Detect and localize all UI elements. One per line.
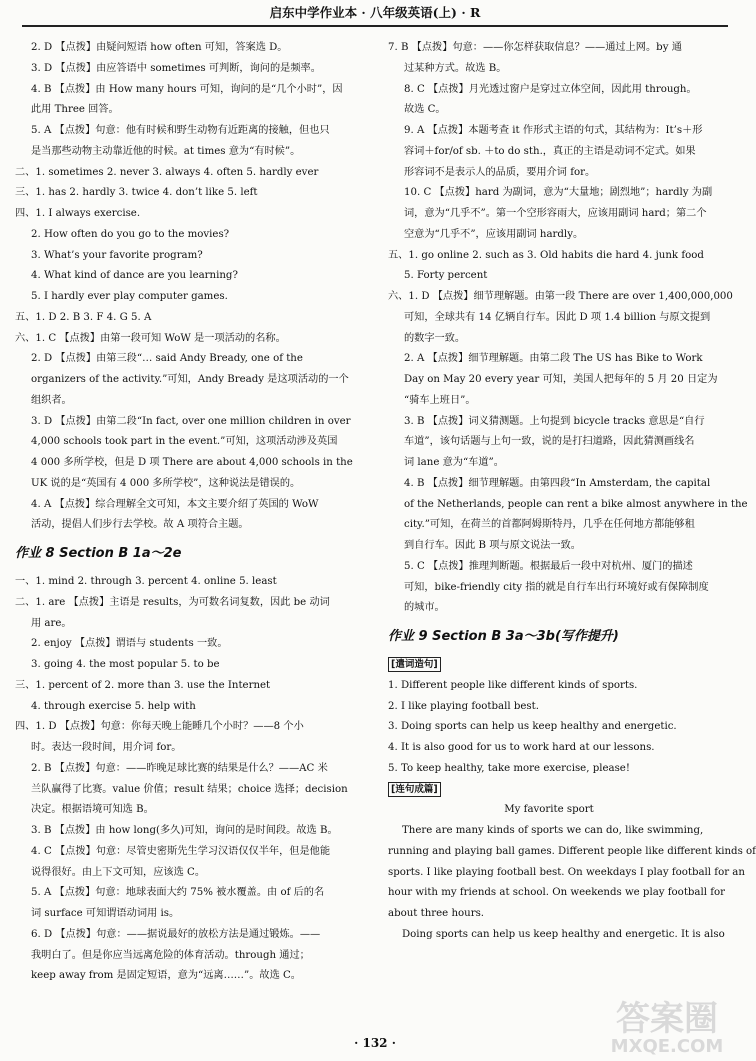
answer-line: 我明白了。但是你应当远离危险的体育活动。through 通过；	[31, 949, 310, 961]
answer-line: 5. I hardly ever play computer games.	[31, 291, 228, 302]
answer-line: 10. C 【点拨】hard 为副词，意为“大量地；剧烈地”；hardly 为副	[404, 187, 713, 199]
answer-line: 车道”，该句话题与上句一致，说的是打扫道路，因此猜测画线名	[404, 436, 695, 448]
answer-line: 5. A 【点拨】句意：地球表面大约 75% 被水覆盖。由 of 后的名	[31, 887, 325, 899]
answer-line: 决定。根据语境可知选 B。	[31, 804, 154, 816]
answer-line: 2. How often do you go to the movies?	[31, 228, 230, 240]
answer-line: organizers of the activity.”可知，Andy Bready 是这项活动的一个	[31, 374, 349, 385]
answer-line: 4. through exercise 5. help with	[31, 700, 196, 712]
answer-line: 4. A 【点拨】综合理解全文可知，本文主要介绍了英国的 WoW	[31, 498, 319, 510]
answer-line: UK 说的是“英国有 4 000 多所学校”，这种说法是错误的。	[31, 477, 301, 489]
answer-line: 六、1. D 【点拨】细节理解题。由第一段 There are over 1,400,000,000	[388, 291, 733, 302]
answer-line: 的数字一致。	[404, 332, 466, 344]
answer-line: sports. I like playing football best. On weekdays I play football for an	[388, 866, 745, 878]
answer-line: 词 surface 可知谓语动词用 is。	[31, 908, 180, 919]
answer-line: 五、1. D 2. B 3. F 4. G 5. A	[15, 311, 152, 323]
right-column	[388, 38, 756, 946]
answer-line: 可知，全球共有 14 亿辆自行车。因此 D 项 1.4 billion 与原文提到	[404, 311, 711, 323]
answer-line: 活动，提倡人们步行去学校。故 A 项符合主题。	[31, 519, 249, 531]
answer-line: 过某种方式。故选 B。	[404, 62, 507, 74]
answer-line: 故选 C。	[404, 104, 446, 116]
answer-line: 空意为“几乎不”，应该用副词 hardly。	[404, 228, 584, 240]
answer-line: keep away from 是固定短语，意为“远离……”。故选 C。	[31, 970, 301, 982]
essay-title: My favorite sport	[504, 804, 594, 816]
answer-line: 3. Doing sports can help us keep healthy and energetic.	[388, 721, 677, 733]
answer-line: 2. B 【点拨】句意：——昨晚足球比赛的结果是什么？——AC 米	[31, 762, 328, 774]
answer-line: 2. A 【点拨】细节理解题。由第二段 The US has Bike to Work	[404, 353, 703, 365]
answer-line: 三、1. has 2. hardly 3. twice 4. don’t like 5. left	[15, 187, 258, 199]
answer-line: 用 are。	[31, 617, 72, 629]
answer-line: 2. D 【点拨】由第三段“… said Andy Bready, one of the	[31, 353, 303, 365]
answer-line: 此用 Three 回答。	[31, 104, 119, 116]
left-column	[15, 38, 353, 987]
answer-line: 的城市。	[404, 602, 445, 614]
section-heading: 作业 8 Section B 1a～2e	[15, 546, 182, 561]
answer-line: 可知，bike-friendly city 指的就是自行车出行环境好或有保障制度	[404, 581, 709, 593]
boxed-subheading	[388, 780, 710, 801]
answer-line: 四、1. D 【点拨】句意：你每天晚上能睡几个小时？——8 个小	[15, 721, 304, 733]
answer-line: 4 000 多所学校，但是 D 项 There are about 4,000 schools in the	[31, 457, 353, 468]
answer-line: 9. A 【点拨】本题考查 it 作形式主语的句式，其结构为：It’s＋形	[404, 125, 703, 136]
answer-line: of the Netherlands, people can rent a bike almost anywhere in the	[404, 498, 748, 510]
answer-line: about three hours.	[388, 908, 485, 919]
answer-line: 5. To keep healthy, take more exercise, please!	[388, 762, 630, 774]
section-heading: 作业 9 Section B 3a～3b(写作提升)	[388, 629, 619, 644]
page-number: · 132 ·	[354, 1036, 396, 1050]
answer-line: Doing sports can help us keep healthy and energetic. It is also	[402, 928, 725, 940]
answer-line: 3. What’s your favorite program?	[31, 249, 203, 261]
answer-line: 4. C 【点拨】句意：尽管史密斯先生学习汉语仅仅半年，但是他能	[31, 845, 331, 857]
answer-line: 词 lane 意为“车道”。	[404, 457, 504, 468]
answer-line: 一、1. mind 2. through 3. percent 4. online 5. least	[15, 576, 277, 587]
answer-line: 五、1. go online 2. such as 3. Old habits die hard 4. junk food	[388, 249, 704, 261]
answer-line: 2. I like playing football best.	[388, 700, 539, 712]
answer-line: 3. B 【点拨】由 how long(多久)可知，询问的是时间段。故选 B。	[31, 825, 338, 836]
answer-line: 4. B 【点拨】细节理解题。由第四段“In Amsterdam, the capital	[404, 477, 711, 489]
answer-line: hour with my friends at school. On weekends we play football for	[388, 887, 726, 899]
answer-line: 5. A 【点拨】句意：他有时候和野生动物有近距离的接触，但也只	[31, 125, 330, 136]
answer-line: 容词＋for/of sb. ＋to do sth.，真正的主语是动词不定式。如果	[404, 145, 696, 157]
answer-line: 二、1. are 【点拨】主语是 results，为可数名词复数，因此 be 动词	[15, 596, 330, 608]
answer-line: 兰队赢得了比赛。value 价值；result 结果；choice 选择；decision	[31, 783, 348, 795]
answer-line: running and playing ball games. Different people like different kinds of	[388, 845, 756, 857]
answer-line: 四、1. I always exercise.	[15, 208, 141, 219]
answer-line: 词，意为“几乎不”。第一个空形容雨大，应该用副词 hard；第二个	[404, 208, 707, 219]
answer-line: 2. D 【点拨】由疑问短语 how often 可知，答案选 D。	[31, 42, 288, 53]
answer-line: 4. It is also good for us to work hard at our lessons.	[388, 742, 655, 753]
answer-line: 形容词不是表示人的品质，要用介词 for。	[404, 166, 596, 178]
header-title: 启东中学作业本 · 八年级英语(上) · R	[269, 5, 481, 20]
page-header	[22, 2, 728, 27]
answer-line: 4. What kind of dance are you learning?	[31, 270, 238, 282]
boxed-subheading	[388, 655, 710, 676]
answer-line: 5. C 【点拨】推理判断题。根据最后一段中对杭州、厦门的描述	[404, 560, 693, 572]
boxed-label: [连句成篇]	[388, 782, 441, 797]
boxed-label: [遣词造句]	[388, 657, 441, 672]
answer-line: 六、1. C 【点拨】由第一段可知 WoW 是一项活动的名称。	[15, 332, 286, 344]
answer-line: 7. B 【点拨】句意：——你怎样获取信息？——通过上网。by 通	[388, 42, 682, 53]
answer-line: 是当那些动物主动靠近他的时候。at times 意为“有时候”。	[31, 145, 301, 157]
answer-line: 1. Different people like different kinds of sports.	[388, 679, 638, 691]
answer-line: 2. enjoy 【点拨】谓语与 students 一致。	[31, 638, 228, 650]
answer-line: There are many kinds of sports we can do, like swimming,	[402, 825, 704, 836]
answer-line: 组织者。	[31, 394, 72, 406]
answer-line: 3. B 【点拨】词义猜测题。上句提到 bicycle tracks 意思是“自行	[404, 415, 705, 427]
answer-line: 5. Forty percent	[404, 270, 488, 282]
answer-line: 6. D 【点拨】句意：——据说最好的放松方法是通过锻炼。——	[31, 928, 321, 940]
answer-line: 时。表达一段时间，用介词 for。	[31, 742, 182, 753]
answer-line: 4. B 【点拨】由 How many hours 可知，询问的是“几个小时”，因	[31, 83, 343, 95]
answer-line: 4,000 schools took part in the event.”可知，这项活动涉及英国	[31, 436, 338, 448]
answer-line: city.”可知，在荷兰的首都阿姆斯特丹，几乎在任何地方都能够租	[404, 519, 695, 531]
watermark-line-2: MXQE.COM	[610, 1036, 724, 1057]
answer-line: 三、1. percent of 2. more than 3. use the Internet	[15, 679, 271, 691]
answer-line: 3. D 【点拨】由应答语中 sometimes 可判断，询问的是频率。	[31, 62, 321, 74]
answer-line: 到自行车。因此 B 项与原文说法一致。	[404, 540, 581, 551]
answer-line: Day on May 20 every year 可知，美国人把每年的 5 月 20 日定为	[404, 374, 718, 385]
answer-line: 3. D 【点拨】由第二段“In fact, over one million children in over	[31, 415, 351, 427]
watermark-line-1: 答案圈	[616, 999, 718, 1039]
answer-line: 3. going 4. the most popular 5. to be	[31, 659, 220, 670]
answer-line: 二、1. sometimes 2. never 3. always 4. often 5. hardly ever	[15, 166, 319, 178]
answer-line: 说得很好。由上下文可知，应该选 C。	[31, 866, 206, 878]
answer-line: 8. C 【点拨】月光透过窗户是穿过立体空间，因此用 through。	[404, 83, 697, 95]
answer-line: “骑车上班日”。	[404, 394, 476, 406]
